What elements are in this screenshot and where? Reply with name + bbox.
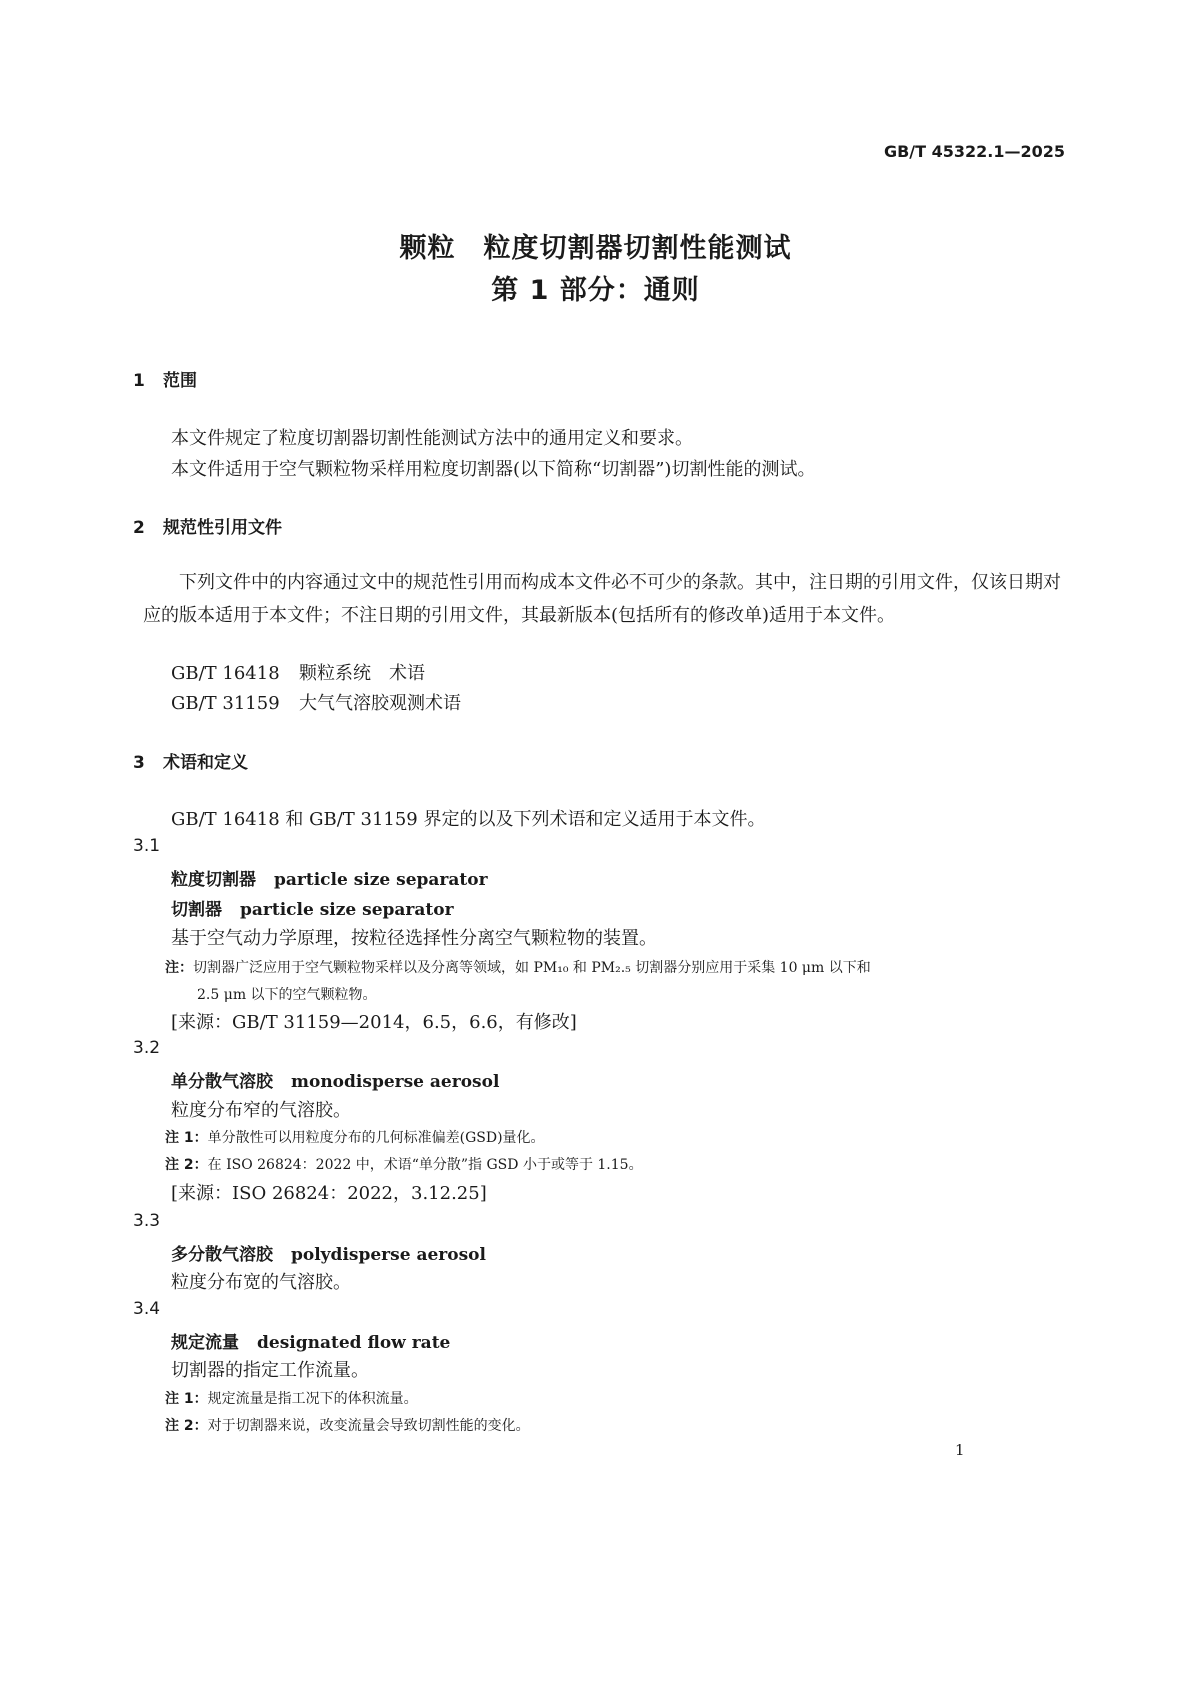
section-number: 3: [133, 753, 145, 773]
term-entry: [171, 865, 488, 890]
normative-references-intro: 下列文件中的内容通过文中的规范性引用而构成本文件必不可少的条款。其中，注日期的引用文件，仅该日期对应的版本适用于本文件；不注日期的引用文件，其最新版本(包括所有的修改单)适用于本文件。: [143, 572, 1061, 626]
term-note: [165, 1154, 643, 1174]
reference-code: GB/T 16418: [171, 663, 280, 684]
reference-item: [171, 689, 461, 715]
clause-number: 3.3: [133, 1211, 161, 1231]
term-definition: 切割器的指定工作流量。: [171, 1360, 369, 1381]
document-title-line1: 颗粒 粒度切割器切割性能测试: [399, 233, 792, 264]
term-entry: [171, 1067, 499, 1092]
term-admitted: [171, 895, 454, 920]
term-zh: 切割器: [171, 900, 222, 920]
term-zh: 粒度切割器: [171, 870, 256, 890]
note-text: 单分散性可以用粒度分布的几何标准偏差(GSD)量化。: [207, 1130, 545, 1146]
term-zh: 单分散气溶胶: [171, 1072, 273, 1092]
term-en: designated flow rate: [257, 1333, 451, 1353]
note-label: 注 1：: [165, 1130, 208, 1146]
reference-title: 大气气溶胶观测术语: [299, 693, 461, 714]
term-entry: [171, 1328, 450, 1353]
note-label: 注 1：: [165, 1391, 208, 1407]
term-note-continued: 2.5 μm 以下的空气颗粒物。: [197, 987, 377, 1003]
reference-code: GB/T 31159: [171, 693, 280, 714]
term-note: [165, 1388, 418, 1408]
note-text: 切割器广泛应用于空气颗粒物采样以及分离等领域，如 PM₁₀ 和 PM₂.₅ 切割器分别应用于采集 10 μm 以下和: [193, 960, 871, 976]
document-title-line2: 第 1 部分：通则: [491, 275, 700, 306]
note-text: 规定流量是指工况下的体积流量。: [207, 1391, 418, 1407]
term-en: monodisperse aerosol: [291, 1072, 500, 1092]
term-note: [165, 957, 871, 977]
term-definition: 基于空气动力学原理，按粒径选择性分离空气颗粒物的装置。: [171, 928, 657, 949]
term-note: [165, 1415, 530, 1435]
reference-item: [171, 659, 425, 685]
note-text: 对于切割器来说，改变流量会导致切割性能的变化。: [207, 1418, 530, 1434]
term-en: polydisperse aerosol: [291, 1245, 486, 1265]
term-en: particle size separator: [240, 900, 454, 920]
term-entry: [171, 1240, 486, 1265]
section-title: 规范性引用文件: [163, 518, 282, 538]
paragraph: 本文件规定了粒度切割器切割性能测试方法中的通用定义和要求。: [171, 428, 693, 449]
term-definition: 粒度分布宽的气溶胶。: [171, 1272, 351, 1293]
section-title: 范围: [163, 371, 197, 391]
paragraph: 本文件适用于空气颗粒物采样用粒度切割器(以下简称“切割器”)切割性能的测试。: [171, 459, 816, 480]
section-1-heading: [133, 366, 197, 391]
term-definition: 粒度分布窄的气溶胶。: [171, 1100, 351, 1121]
note-label: 注 2：: [165, 1157, 208, 1173]
term-zh: 多分散气溶胶: [171, 1245, 273, 1265]
terms-intro: GB/T 16418 和 GB/T 31159 界定的以及下列术语和定义适用于本文件。: [171, 809, 766, 830]
clause-number: 3.2: [133, 1038, 161, 1058]
section-title: 术语和定义: [163, 753, 248, 773]
section-number: 2: [133, 518, 145, 538]
clause-number: 3.1: [133, 836, 161, 856]
reference-title: 颗粒系统 术语: [299, 663, 425, 684]
term-source: [来源：ISO 26824：2022，3.12.25]: [171, 1183, 487, 1204]
clause-number: 3.4: [133, 1299, 161, 1319]
page-number: 1: [955, 1441, 965, 1459]
term-source: [来源：GB/T 31159—2014，6.5，6.6，有修改]: [171, 1012, 577, 1033]
section-2-heading: [133, 513, 282, 538]
term-zh: 规定流量: [171, 1333, 239, 1353]
term-en: particle size separator: [274, 870, 488, 890]
standard-number: GB/T 45322.1—2025: [883, 142, 1065, 161]
term-note: [165, 1127, 545, 1147]
section-3-heading: [133, 748, 248, 773]
section-number: 1: [133, 371, 145, 391]
note-text: 在 ISO 26824：2022 中，术语“单分散”指 GSD 小于或等于 1.15。: [207, 1157, 643, 1173]
note-label: 注：: [165, 960, 193, 976]
note-label: 注 2：: [165, 1418, 208, 1434]
